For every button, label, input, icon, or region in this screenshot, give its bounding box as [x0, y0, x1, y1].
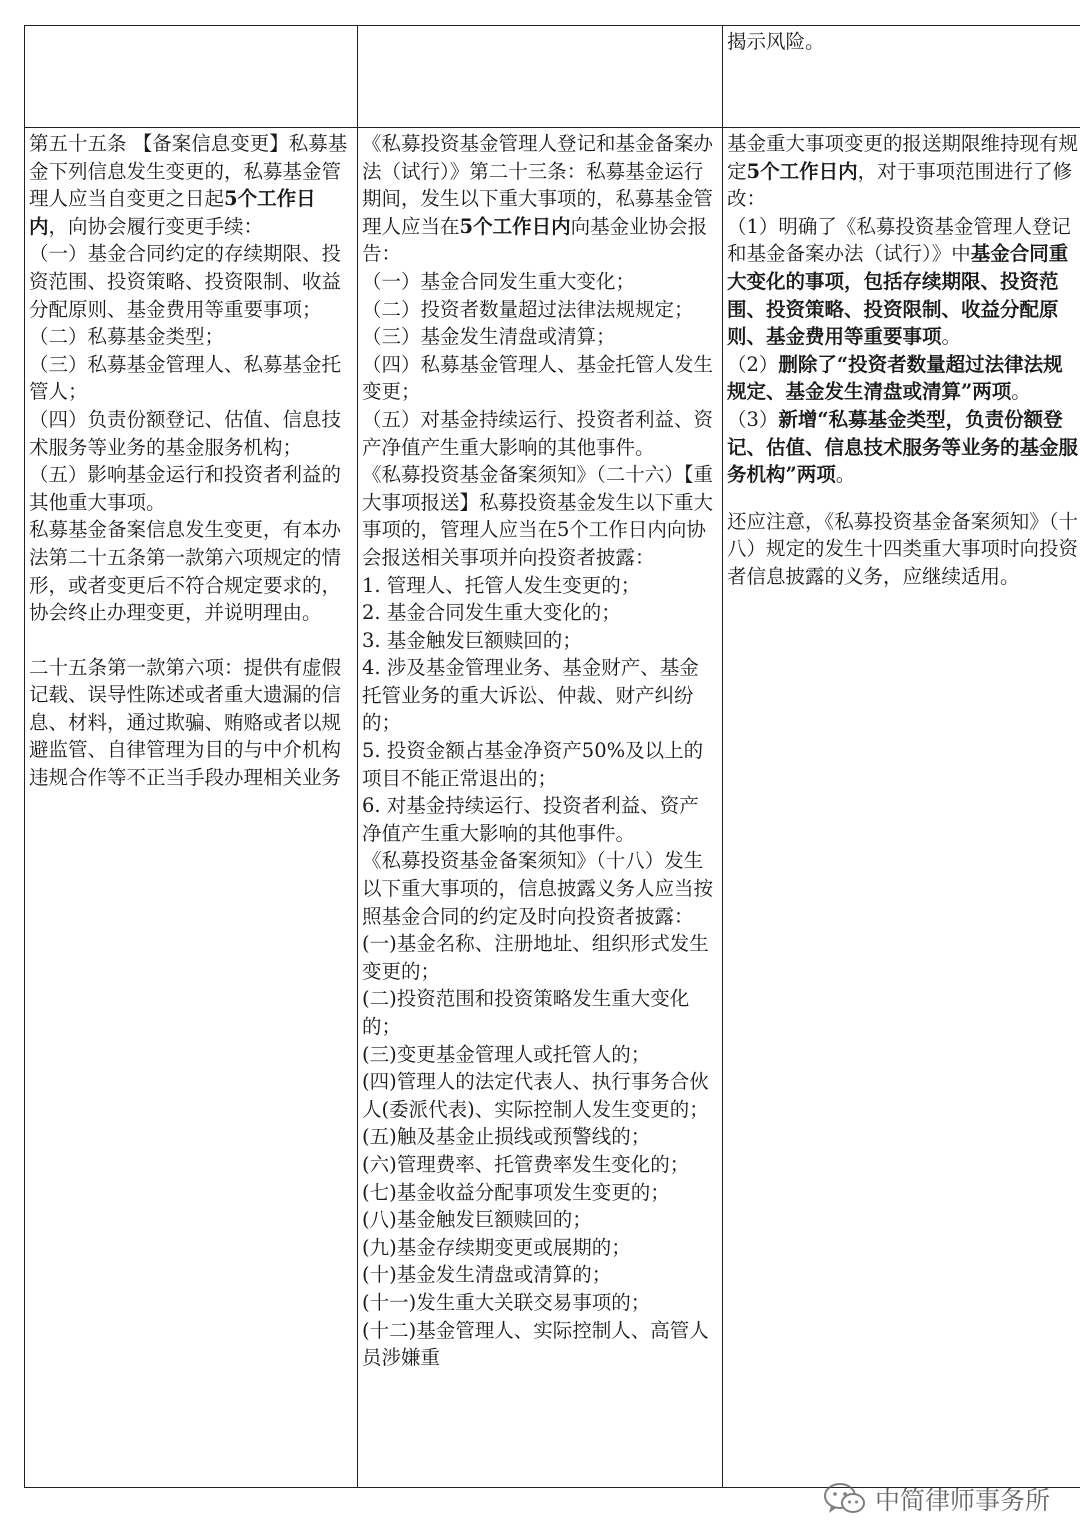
list-item: （五）对基金持续运行、投资者利益、资产净值产生重大影响的其他事件。 [362, 407, 714, 459]
list-item: 6. 对基金持续运行、投资者利益、资产净值产生重大影响的其他事件。 [362, 794, 699, 845]
list-item: (十二)基金管理人、实际控制人、高管人员涉嫌重 [362, 1318, 709, 1370]
risk-disclosure-text: 揭示风险。 [727, 30, 825, 53]
watermark-text: 中简律师事务所 [874, 1486, 1050, 1515]
list-item: （二）投资者数量超过法律法规规定； [362, 297, 694, 321]
filing-notice-18-intro: 《私募投资基金备案须知》（十八）发生以下重大事项的，信息披露义务人应当按照基金合同的约定及时向投资者披露： [362, 849, 714, 928]
list-item: (十)基金发生清盘或清算的； [362, 1263, 612, 1287]
list-item: (九)基金存续期变更或展期的； [362, 1235, 631, 1259]
closing-paragraph: 私募基金备案信息发生变更，有本办法第二十五条第一款第六项规定的情形，或者变更后不符合规定要求的，协会终止办理变更，并说明理由。 [29, 518, 342, 625]
list-item: (十一)发生重大关联交易事项的； [362, 1290, 651, 1314]
list-item: 4. 涉及基金管理业务、基金财产、基金托管业务的重大诉讼、仲裁、财产纠纷的； [362, 656, 699, 735]
list-item: 5. 投资金额占基金净资产50%及以上的项目不能正常退出的； [362, 739, 704, 790]
filing-notice-26-intro: 《私募投资基金备案须知》（二十六）【重大事项报送】私募投资基金发生以下重大事项的，管理人应当在5个工作日内向协会报送相关事项并向投资者披露： [362, 463, 714, 569]
list-item: （三）基金发生清盘或清算； [362, 325, 616, 349]
comparison-table [24, 25, 1080, 1488]
list-item: (六)管理费率、托管费率发生变化的； [362, 1152, 690, 1176]
list-item: (八)基金触发巨额赎回的； [362, 1208, 592, 1232]
commentary-point-2: （2）删除了“投资者数量超过法律法规规定、基金发生清盘或清算”两项。 [727, 352, 1063, 404]
article-55-intro: 第五十五条 【备案信息变更】私募基金下列信息发生变更的，私募基金管理人应当自变更之日起5个工作日内，向协会履行变更手续： [29, 132, 348, 238]
list-item: 3. 基金触发巨额赎回的； [362, 628, 582, 652]
list-item: （一）基金合同发生重大变化； [362, 269, 636, 293]
list-item: (二)投资范围和投资策略发生重大变化的； [362, 987, 690, 1038]
list-item: (一)基金名称、注册地址、组织形式发生变更的； [362, 932, 709, 983]
spacer [29, 627, 353, 654]
row1-col2-cell [358, 26, 723, 128]
new-rule-cell [25, 128, 358, 1488]
article-25-note: 二十五条第一款第六项：提供有虚假记载、误导性陈述或者重大遗漏的信息、材料，通过欺骗、贿赂或者以规避监管、自律管理为目的与中介机构违规合作等不正当手段办理相关业务 [29, 655, 342, 790]
table-row [25, 128, 1080, 1488]
list-item: (七)基金收益分配事项发生变更的； [362, 1180, 670, 1204]
table-row [25, 26, 1080, 128]
list-item: （四）私募基金管理人、基金托管人发生变更； [362, 352, 714, 404]
commentary-note: 还应注意，《私募投资基金备案须知》（十八）规定的发生十四类重大事项时向投资者信息披露的义务，应继续适用。 [727, 509, 1079, 588]
list-item: （五）影响基金运行和投资者利益的其他重大事项。 [29, 463, 342, 514]
row1-col1-cell [25, 26, 358, 128]
article-23-intro: 《私募投资基金管理人登记和基金备案办法（试行）》第二十三条：私募基金运行期间，发生以下重大事项的，私募基金管理人应当在5个工作日内向基金业协会报告： [362, 132, 714, 266]
commentary-point-1: （1）明确了《私募投资基金管理人登记和基金备案办法（试行）》中基金合同重大变化的事项，包括存续期限、投资范围、投资策略、投资限制、收益分配原则、基金费用等重要事项。 [727, 214, 1071, 349]
commentary-intro: 基金重大事项变更的报送期限维持现有规定5个工作日内，对于事项范围进行了修改： [727, 132, 1079, 211]
list-item: （四）负责份额登记、估值、信息技术服务等业务的基金服务机构； [29, 407, 342, 459]
list-item: (三)变更基金管理人或托管人的； [362, 1042, 651, 1066]
commentary-point-3: （3）新增“私募基金类型，负责份额登记、估值、信息技术服务等业务的基金服务机构”两项。 [727, 407, 1079, 487]
wechat-icon [823, 1481, 867, 1517]
list-item: (五)触及基金止损线或预警线的； [362, 1125, 651, 1149]
commentary-cell [723, 128, 1080, 1488]
spacer [727, 489, 1080, 508]
list-item: 1. 管理人、托管人发生变更的； [362, 573, 641, 597]
list-item: （二）私募基金类型； [29, 325, 225, 349]
list-item: （三）私募基金管理人、私募基金托管人； [29, 352, 342, 404]
list-item: （一）基金合同约定的存续期限、投资范围、投资策略、投资限制、收益分配原则、基金费用等重要事项； [29, 242, 342, 321]
account-watermark [823, 1481, 1050, 1517]
old-rule-cell [358, 128, 723, 1488]
row1-col3-cell [723, 26, 1080, 128]
list-item: (四)管理人的法定代表人、执行事务合伙人(委派代表)、实际控制人发生变更的； [362, 1070, 709, 1121]
list-item: 2. 基金合同发生重大变化的； [362, 601, 621, 625]
